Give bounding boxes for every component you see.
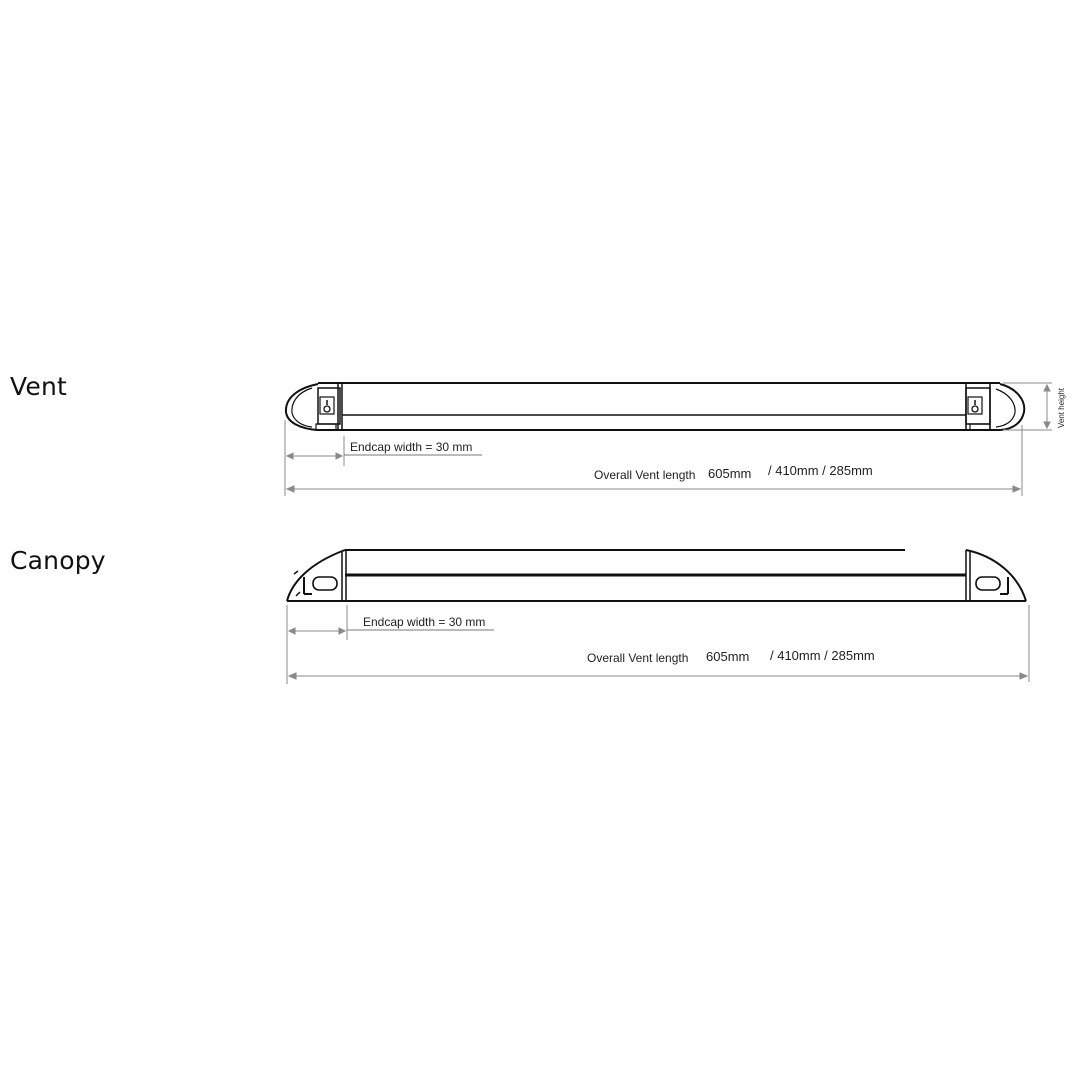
canopy-length-alt: / 410mm / 285mm <box>770 648 875 663</box>
canopy-length-label: Overall Vent length <box>587 651 689 665</box>
vent-length-alt: / 410mm / 285mm <box>768 463 873 478</box>
canopy-title: Canopy <box>10 546 106 575</box>
vent-right-endcap <box>1000 384 1024 430</box>
canopy-right-slot <box>976 577 1000 590</box>
vent-length-label: Overall Vent length <box>594 468 696 482</box>
canopy-left-slot <box>313 577 337 590</box>
vent-length-primary: 605mm <box>708 466 752 481</box>
canopy-length-primary: 605mm <box>706 649 750 664</box>
vent-profile <box>286 383 1024 430</box>
canopy-left-endcap <box>287 550 345 601</box>
vent-height-label: Vent height <box>1057 387 1066 428</box>
canopy-right-endcap <box>966 550 1026 601</box>
canopy-profile <box>287 550 1026 601</box>
canopy-endcap-label: Endcap width = 30 mm <box>363 615 486 629</box>
vent-endcap-label: Endcap width = 30 mm <box>350 440 473 454</box>
vent-title: Vent <box>10 372 67 401</box>
vent-left-endcap <box>286 384 318 430</box>
